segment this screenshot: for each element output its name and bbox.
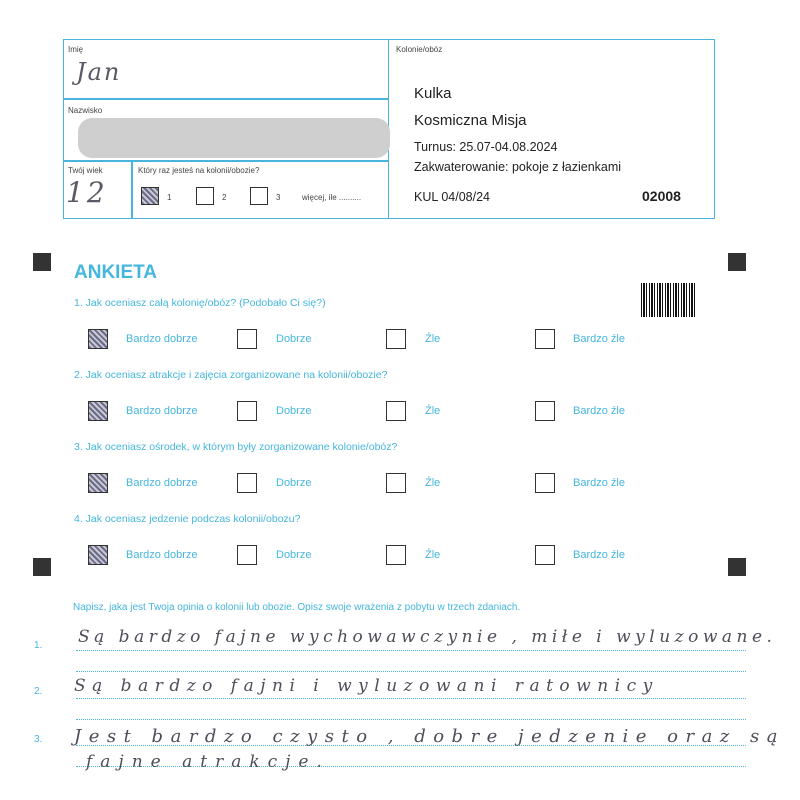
- q1-bardzo-dobrze-checkbox[interactable]: [88, 329, 108, 349]
- survey-title: ANKIETA: [74, 262, 158, 283]
- wiek-label: Twój wiek: [68, 166, 103, 175]
- q3-dobrze-label: Dobrze: [276, 477, 312, 489]
- ktory-checkbox-3[interactable]: [250, 187, 268, 205]
- imie-label: Imię: [68, 45, 84, 54]
- q3-bardzo-zle-label: Bardzo źle: [573, 477, 625, 489]
- q2-zle-label: Źle: [425, 405, 441, 417]
- ktory-option-3: 3: [276, 193, 281, 202]
- q2-dobrze-checkbox[interactable]: [237, 401, 257, 421]
- kolonie-label: Kolonie/obóz: [396, 45, 443, 54]
- q2-dobrze-label: Dobrze: [276, 405, 312, 417]
- wiek-value[interactable]: 12: [66, 176, 108, 209]
- ktory-raz-label: Który raz jesteś na kolonii/obozie?: [138, 166, 260, 175]
- divider: [131, 160, 133, 219]
- q4-bardzo-zle-label: Bardzo źle: [573, 549, 625, 561]
- q4-bardzo-dobrze-checkbox[interactable]: [88, 545, 108, 565]
- q4-bardzo-zle-checkbox[interactable]: [535, 545, 555, 565]
- q3-bardzo-zle-checkbox[interactable]: [535, 473, 555, 493]
- registration-mark: [33, 253, 51, 271]
- zakwaterowanie: Zakwaterowanie: pokoje z łazienkami: [414, 160, 622, 174]
- registration-mark: [728, 558, 746, 576]
- ktory-option-1: 1: [167, 193, 172, 202]
- q4-dobrze-label: Dobrze: [276, 549, 312, 561]
- q2-bardzo-zle-label: Bardzo źle: [573, 405, 625, 417]
- answer-line: [76, 719, 746, 720]
- turnus: Turnus: 25.07-04.08.2024: [414, 140, 558, 154]
- q4-dobrze-checkbox[interactable]: [237, 545, 257, 565]
- q3-bardzo-dobrze-checkbox[interactable]: [88, 473, 108, 493]
- answer-3[interactable]: Jest bardzo czysto , dobre jedzenie oraz są: [74, 726, 786, 747]
- ktory-option-more: więcej, ile ..........: [302, 193, 362, 202]
- ktory-checkbox-1[interactable]: [141, 187, 159, 205]
- answer-line: [76, 671, 746, 672]
- q2-zle-checkbox[interactable]: [386, 401, 406, 421]
- answer-1[interactable]: Są bardzo fajne wychowawczynie , miłe i wyluzowane.: [78, 627, 777, 647]
- barcode: [641, 283, 695, 317]
- q1-bardzo-dobrze-label: Bardzo dobrze: [126, 333, 198, 345]
- ktory-option-2: 2: [222, 193, 227, 202]
- q3-dobrze-checkbox[interactable]: [237, 473, 257, 493]
- redacted-surname: [78, 118, 390, 158]
- answer-2[interactable]: Są bardzo fajni i wyluzowani ratownicy: [74, 676, 659, 696]
- q1-dobrze-label: Dobrze: [276, 333, 312, 345]
- q4-zle-label: Źle: [425, 549, 441, 561]
- question-4: 4. Jak oceniasz jedzenie podczas kolonii/obozu?: [74, 513, 301, 525]
- divider: [63, 160, 389, 162]
- q2-bardzo-dobrze-checkbox[interactable]: [88, 401, 108, 421]
- answer-line: [76, 698, 746, 699]
- q1-zle-label: Źle: [425, 333, 441, 345]
- line-number-3: 3.: [34, 734, 43, 745]
- registration-mark: [728, 253, 746, 271]
- q1-zle-checkbox[interactable]: [386, 329, 406, 349]
- line-number-2: 2.: [34, 686, 43, 697]
- question-2: 2. Jak oceniasz atrakcje i zajęcia zorganizowane na kolonii/obozie?: [74, 369, 388, 381]
- q4-zle-checkbox[interactable]: [386, 545, 406, 565]
- nazwisko-label: Nazwisko: [68, 106, 103, 115]
- q2-bardzo-zle-checkbox[interactable]: [535, 401, 555, 421]
- question-3: 3. Jak oceniasz ośrodek, w którym były zorganizowane kolonie/obóz?: [74, 441, 398, 453]
- q1-bardzo-zle-label: Bardzo źle: [573, 333, 625, 345]
- q3-bardzo-dobrze-label: Bardzo dobrze: [126, 477, 198, 489]
- camp-program: Kosmiczna Misja: [414, 112, 527, 129]
- q2-bardzo-dobrze-label: Bardzo dobrze: [126, 405, 198, 417]
- imie-value[interactable]: Jan: [76, 58, 122, 86]
- camp-code: KUL 04/08/24: [414, 190, 490, 204]
- divider: [63, 98, 389, 100]
- q3-zle-label: Źle: [425, 477, 441, 489]
- line-number-1: 1.: [34, 640, 43, 651]
- q3-zle-checkbox[interactable]: [386, 473, 406, 493]
- answer-line: [76, 650, 746, 651]
- q1-dobrze-checkbox[interactable]: [237, 329, 257, 349]
- opinion-prompt: Napisz, jaka jest Twoja opinia o kolonii lub obozie. Opisz swoje wrażenia z pobytu w trzech zdaniach.: [73, 602, 521, 613]
- registration-mark: [33, 558, 51, 576]
- answer-3-continued[interactable]: fajne atrakcje.: [86, 752, 330, 772]
- question-1: 1. Jak oceniasz całą kolonię/obóz? (Podobało Ci się?): [74, 297, 326, 309]
- form-number: 02008: [642, 188, 681, 204]
- camp-name: Kulka: [414, 85, 452, 102]
- q1-bardzo-zle-checkbox[interactable]: [535, 329, 555, 349]
- q4-bardzo-dobrze-label: Bardzo dobrze: [126, 549, 198, 561]
- ktory-checkbox-2[interactable]: [196, 187, 214, 205]
